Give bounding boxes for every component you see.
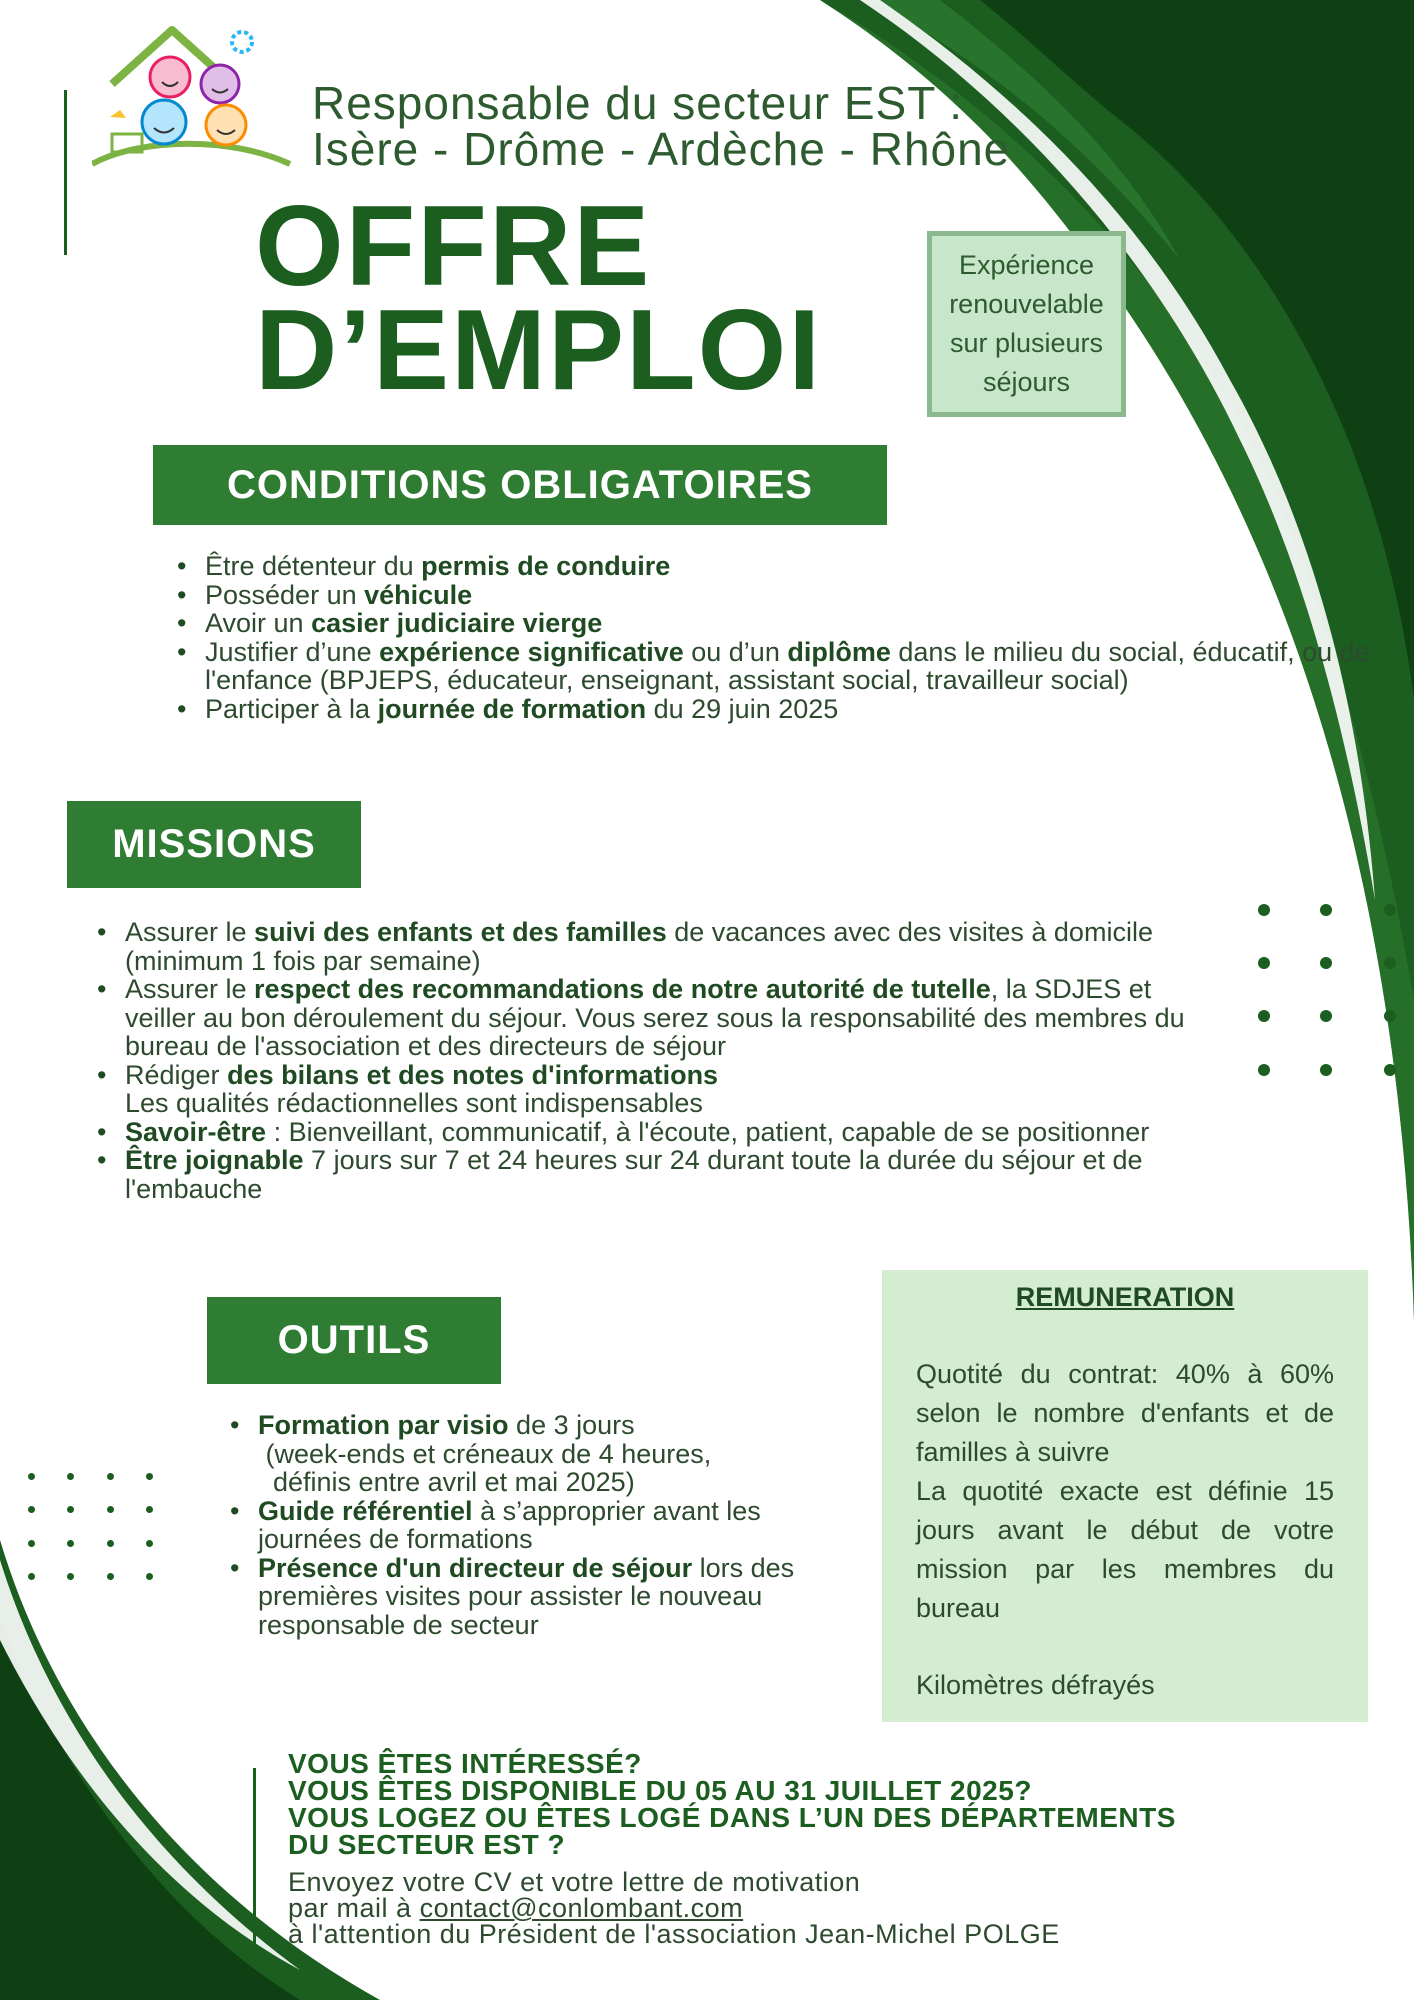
experience-badge: [927, 231, 1126, 417]
cta-vertical-rule: [253, 1768, 256, 1958]
missions-heading-banner: [67, 801, 361, 888]
missions-list: [97, 918, 1187, 1203]
experience-line-1: Expérience: [958, 250, 1095, 280]
list-item: • Guide référentiel à s’approprier avant les journées de formations: [258, 1497, 870, 1554]
list-item: • Avoir un casier judiciaire vierge: [205, 609, 1387, 638]
list-item: • Rédiger des bilans et des notes d'informations Les qualités rédactionnelles sont indispensables: [125, 1061, 1187, 1118]
sector-title-line: Responsable du secteur EST :: [312, 77, 964, 129]
remuneration-panel: [882, 1270, 1368, 1722]
contact-line-1: Envoyez votre CV et votre lettre de motivation: [288, 1867, 861, 1897]
outils-heading: OUTILS: [277, 1318, 431, 1362]
cta-line-4: DU SECTEUR EST ?: [288, 1829, 566, 1860]
list-item: • Posséder un véhicule: [205, 581, 1387, 610]
cta-line-3: VOUS LOGEZ OU ÊTES LOGÉ DANS L’UN DES DÉPARTEMENTS: [288, 1802, 1176, 1833]
email-link[interactable]: contact@conlombant.com: [419, 1893, 744, 1923]
sector-subtitle: [312, 77, 1162, 175]
experience-line-3: sur plusieurs: [949, 328, 1104, 358]
list-item: • Justifier d’une expérience significative ou d’un diplôme dans le milieu du social, éducatif, ou de l'enfance (BPJEPS, éducateur, enseignant, assistant social, travailleur social): [205, 638, 1387, 695]
list-item: • Être joignable 7 jours sur 7 et 24 heures sur 24 durant toute la durée du séjour et de l'embauche: [125, 1146, 1185, 1203]
outils-heading-banner: [207, 1297, 501, 1384]
contact-line-3: à l'attention du Président de l'association Jean-Michel POLGE: [288, 1919, 1060, 1949]
list-item: • Assurer le suivi des enfants et des familles de vacances avec des visites à domicile (minimum 1 fois par semaine): [125, 918, 1180, 975]
outils-list: [230, 1411, 870, 1639]
experience-line-4: séjours: [982, 367, 1071, 397]
conditions-list: [177, 552, 1387, 723]
missions-heading: MISSIONS: [112, 822, 316, 866]
family-house-logo-icon: [92, 22, 292, 177]
remuneration-heading: REMUNERATION: [1015, 1282, 1235, 1312]
conditions-heading-banner: [153, 445, 887, 525]
departments-line: Isère - Drôme - Ardèche - Rhône: [312, 123, 1011, 175]
remuneration-quota-detail: La quotité exacte est définie 15 jours avant le début de votre mission par les membres du bureau: [916, 1476, 1334, 1623]
contact-info: [288, 1869, 1338, 1947]
remuneration-quota: Quotité du contrat: 40% à 60% selon le nombre d'enfants et de familles à suivre: [916, 1359, 1334, 1467]
list-item: • Présence d'un directeur de séjour lors des premières visites pour assister le nouveau responsable de secteur: [258, 1554, 870, 1640]
list-item: • Formation par visio de 3 jours (week-ends et créneaux de 4 heures, définis entre avril et mai 2025): [258, 1411, 870, 1497]
conditions-heading: CONDITIONS OBLIGATOIRES: [227, 462, 813, 507]
cta-line-2: VOUS ÊTES DISPONIBLE DU 05 AU 31 JUILLET 2025?: [288, 1775, 1032, 1806]
cta-line-1: VOUS ÊTES INTÉRESSÉ?: [288, 1748, 642, 1779]
experience-line-2: renouvelable: [949, 289, 1104, 319]
title-line-1: OFFRE: [255, 183, 652, 310]
list-item: • Participer à la journée de formation du 29 juin 2025: [205, 695, 1387, 724]
list-item: • Assurer le respect des recommandations de notre autorité de tutelle, la SDJES et veiller au bon déroulement du séjour. Vous serez sous la responsabilité des membres du bureau de l'association et des directeurs de séjour: [125, 975, 1185, 1061]
list-item: • Être détenteur du permis de conduire: [205, 552, 1387, 581]
list-item: • Savoir-être : Bienveillant, communicatif, à l'écoute, patient, capable de se positionner: [125, 1118, 1165, 1147]
call-to-action: [288, 1750, 1338, 1858]
contact-line-2: par mail à contact@conlombant.com: [288, 1893, 744, 1923]
title-line-2: D’EMPLOI: [255, 287, 823, 414]
page-title: [255, 183, 823, 414]
left-vertical-rule: [64, 90, 67, 255]
remuneration-km: Kilomètres défrayés: [916, 1670, 1155, 1700]
